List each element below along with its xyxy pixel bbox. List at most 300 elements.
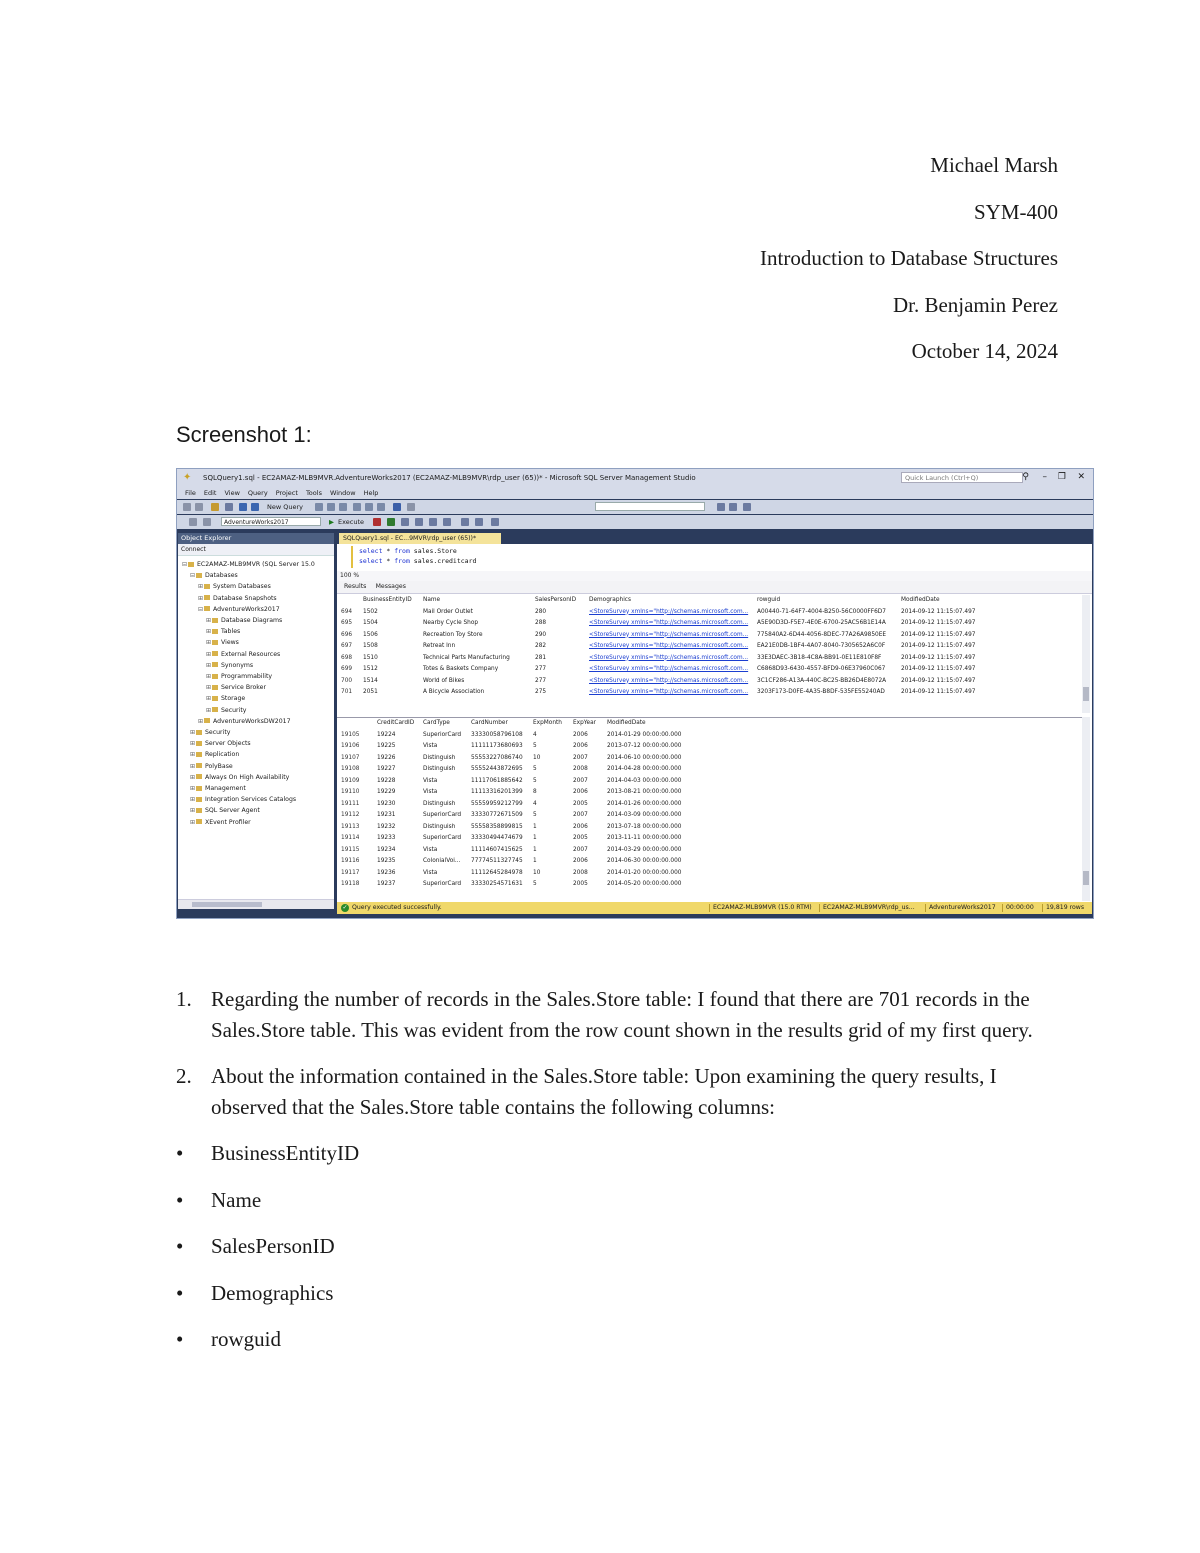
table-cell: 2006: [573, 743, 588, 749]
row-number: 19107: [341, 754, 360, 761]
table-cell: A00440-71-64F7-4004-B250-56C0000FF6D7: [757, 608, 886, 615]
table-cell: 2005: [573, 835, 588, 841]
tree-node[interactable]: [206, 660, 253, 671]
table-cell: 10: [533, 869, 541, 876]
expand-icon[interactable]: ⊞: [190, 729, 196, 736]
table-cell: 2007: [573, 812, 588, 818]
ssms-logo-icon: ✦: [183, 472, 192, 483]
tree-node-label: AdventureWorks2017: [213, 605, 280, 613]
connect-button[interactable]: Connect: [178, 544, 334, 556]
tree-node-label: Security: [205, 729, 231, 736]
row-number: 699: [341, 666, 353, 672]
tree-node-label: SQL Server Agent: [205, 807, 260, 815]
table-cell: 19225: [377, 743, 396, 749]
redo-icon[interactable]: [407, 503, 415, 511]
table-cell: 288: [535, 620, 547, 626]
tree-node-label: External Resources: [221, 650, 281, 658]
expand-icon[interactable]: ⊞: [190, 751, 196, 759]
table-cell: 2006: [573, 731, 588, 738]
item-text: About the information contained in the Sales.Store table: Upon examining the query results, I observed that the Sales.Store table contains the following columns:: [211, 1064, 997, 1119]
folder-icon: [204, 584, 210, 589]
table-cell: 19237: [377, 881, 396, 887]
tree-node-label: Tables: [221, 628, 241, 636]
save-all-icon[interactable]: [251, 503, 259, 511]
object-explorer-title: Object Explorer: [178, 533, 334, 544]
column-header[interactable]: BusinessEntityID: [363, 597, 412, 603]
table-cell: 1: [533, 835, 537, 841]
folder-icon: [204, 718, 210, 723]
table-cell: 2014-09-12 11:15:07.497: [901, 643, 976, 649]
tree-node[interactable]: [190, 727, 230, 738]
course-code: SYM-400: [973, 199, 1058, 224]
folder-icon: [196, 573, 202, 578]
solution-configurations-combo[interactable]: [595, 502, 705, 511]
expand-icon[interactable]: ⊞: [206, 650, 212, 658]
table-cell: 1510: [363, 654, 378, 661]
menu-item[interactable]: Help: [363, 489, 379, 497]
table-cell: 33330254571631: [471, 881, 523, 887]
table-cell: 3203F173-D0FE-4A35-B8DF-535FE55240AD: [757, 689, 885, 695]
results-to-icon[interactable]: [401, 518, 409, 526]
code-editor[interactable]: [337, 544, 1092, 572]
expand-icon[interactable]: ⊞: [206, 673, 212, 680]
table-cell[interactable]: <StoreSurvey xmlns="http://schemas.microsoft.com...: [589, 689, 749, 695]
column-header[interactable]: ExpYear: [573, 720, 597, 726]
table-cell: 19229: [377, 789, 396, 795]
expand-icon[interactable]: ⊞: [198, 717, 204, 725]
stats-icon[interactable]: [443, 518, 451, 526]
table-cell: 19224: [377, 731, 396, 738]
column-header[interactable]: CardNumber: [471, 720, 508, 726]
bullet-item: • SalesPersonID: [176, 1234, 335, 1258]
bullet-item: • BusinessEntityID: [176, 1141, 360, 1165]
toolbox-icon[interactable]: [717, 503, 725, 511]
expand-icon[interactable]: ⊞: [206, 684, 212, 692]
table-cell: C6868D93-6430-4557-BFD9-06E37960C067: [757, 666, 886, 672]
folder-icon: [188, 562, 194, 567]
sql-editor-toolbar: [177, 515, 1093, 529]
table-cell: 2007: [573, 777, 588, 784]
tree-node-label: Database Snapshots: [213, 594, 277, 602]
tree-node[interactable]: [198, 593, 277, 604]
forward-icon[interactable]: [195, 503, 203, 511]
tree-node[interactable]: [206, 671, 272, 682]
tree-node-label: Server Objects: [205, 740, 251, 748]
row-number: 19109: [341, 777, 360, 784]
table-cell: EA21E0DB-1BF4-4A07-8040-7305652A6C0F: [757, 643, 886, 649]
folder-icon: [196, 797, 202, 802]
tree-node-label: Programmability: [221, 673, 273, 680]
expand-icon[interactable]: ⊞: [198, 594, 204, 602]
folder-icon: [212, 685, 218, 690]
tree-node-label: EC2AMAZ-MLB9MVR (SQL Server 15.0: [197, 561, 315, 568]
paste-icon[interactable]: [377, 503, 385, 511]
standard-toolbar: [177, 500, 1093, 514]
tree-node-label: Replication: [205, 751, 240, 759]
horizontal-scrollbar[interactable]: [178, 899, 334, 909]
table-cell: 1514: [363, 677, 378, 684]
folder-icon: [212, 674, 218, 679]
save-icon[interactable]: [239, 503, 247, 511]
table-cell: 1512: [363, 666, 378, 672]
table-cell: Mail Order Outlet: [423, 608, 473, 615]
menu-item[interactable]: Tools: [305, 489, 322, 497]
row-number: 697: [341, 643, 353, 649]
course-title: Introduction to Database Structures: [760, 246, 1058, 270]
expand-icon[interactable]: ⊟: [190, 572, 196, 580]
tree-node[interactable]: [206, 649, 280, 660]
expand-icon[interactable]: ⊞: [190, 762, 196, 770]
tree-node-label: Security: [221, 706, 247, 714]
expand-icon[interactable]: ⊟: [198, 605, 204, 613]
table-cell: 2014-09-12 11:15:07.497: [901, 689, 976, 695]
copy-icon[interactable]: [365, 503, 373, 511]
document-date: October 14, 2024: [911, 339, 1058, 363]
window-titlebar: [177, 469, 1093, 487]
open-file-icon[interactable]: [225, 503, 233, 511]
results-grid-creditcard[interactable]: [337, 717, 1082, 903]
table-cell: Vista: [423, 869, 438, 876]
grid-scrollbar[interactable]: [1082, 717, 1090, 901]
table-cell: 2013-11-11 00:00:00.000: [607, 835, 682, 841]
cut-icon[interactable]: [353, 503, 361, 511]
table-cell: 19235: [377, 858, 396, 864]
table-cell: 4: [533, 731, 537, 738]
menu-item[interactable]: File: [185, 489, 196, 497]
row-number: 19108: [341, 766, 360, 772]
column-header[interactable]: Name: [423, 597, 441, 603]
table-cell: 10: [533, 754, 541, 761]
table-cell[interactable]: <StoreSurvey xmlns="http://schemas.microsoft.com...: [589, 654, 749, 661]
table-cell: 11113316201399: [471, 789, 523, 795]
menu-item[interactable]: Project: [275, 489, 298, 497]
indent-icon[interactable]: [491, 518, 499, 526]
table-cell: 55553227086740: [471, 754, 523, 761]
filter-icon[interactable]: [189, 518, 197, 526]
expand-icon[interactable]: ⊞: [206, 695, 212, 703]
bullet-item: • Demographics: [176, 1280, 334, 1305]
table-cell: Recreation Toy Store: [423, 631, 483, 638]
row-number: 694: [341, 608, 353, 615]
plan-icon[interactable]: [429, 518, 437, 526]
folder-icon: [204, 595, 210, 600]
parse-icon[interactable]: [387, 518, 395, 526]
document-tabbar: [337, 533, 1092, 544]
results-grid-store[interactable]: [337, 595, 1082, 715]
window-title: SQLQuery1.sql - EC2AMAZ-MLB9MVR.AdventureWorks2017 (EC2AMAZ-MLB9MVR\rdp_user (65))* - Microsoft SQL Server Management Studio: [203, 474, 696, 482]
table-cell[interactable]: <StoreSurvey xmlns="http://schemas.microsoft.com...: [589, 666, 749, 672]
table-cell[interactable]: <StoreSurvey xmlns="http://schemas.microsoft.com...: [589, 620, 749, 626]
table-cell: 2014-04-03 00:00:00.000: [607, 777, 682, 784]
expand-icon[interactable]: ⊞: [190, 807, 196, 815]
row-number: 19105: [341, 731, 360, 738]
tree-node-label: Integration Services Catalogs: [205, 796, 297, 804]
table-cell: 19230: [377, 800, 396, 807]
column-header[interactable]: SalesPersonID: [535, 597, 577, 603]
table-cell: 11111173680693: [471, 743, 523, 749]
table-cell: 5: [533, 766, 537, 772]
expand-icon[interactable]: ⊞: [190, 818, 196, 826]
messages-tab[interactable]: Messages: [375, 583, 406, 590]
tree-node[interactable]: [206, 705, 246, 716]
tree-node-label: XEvent Profiler: [205, 818, 251, 826]
restore-icon[interactable]: ❐: [1057, 472, 1066, 482]
expand-icon[interactable]: ⊞: [198, 583, 204, 591]
tree-node-label: Always On High Availability: [205, 773, 290, 781]
list-item: [176, 984, 1066, 1046]
row-number: 19118: [341, 881, 360, 887]
expand-icon[interactable]: ⊞: [206, 617, 212, 624]
table-cell: 2005: [573, 800, 588, 807]
menu-item[interactable]: Query: [247, 489, 268, 497]
table-cell: 2014-09-12 11:15:07.497: [901, 608, 976, 615]
table-cell: World of Bikes: [423, 677, 465, 684]
table-cell: 1: [533, 858, 537, 864]
table-cell: 2014-09-12 11:15:07.497: [901, 677, 976, 684]
table-cell: 2006: [573, 823, 588, 830]
table-cell: 2014-03-09 00:00:00.000: [607, 812, 682, 818]
expand-icon[interactable]: ⊞: [190, 773, 196, 781]
folder-icon: [196, 786, 202, 791]
tree-node[interactable]: [190, 749, 239, 760]
table-cell: 1: [533, 846, 537, 853]
row-number: 19117: [341, 869, 360, 876]
table-cell: 2014-09-12 11:15:07.497: [901, 666, 976, 672]
column-header[interactable]: Demographics: [589, 597, 632, 603]
tree-node[interactable]: [190, 772, 289, 783]
tree-node-label: AdventureWorksDW2017: [213, 717, 291, 725]
tree-node[interactable]: [206, 626, 240, 637]
tree-node[interactable]: [190, 794, 296, 805]
table-cell: 19231: [377, 812, 396, 818]
column-header[interactable]: ModifiedDate: [607, 720, 646, 726]
answer-list: [176, 984, 1066, 1371]
table-cell: Vista: [423, 777, 438, 784]
zoom-level[interactable]: 100 %: [337, 571, 1092, 582]
expand-icon[interactable]: ⊞: [206, 706, 212, 714]
table-cell: 281: [535, 654, 547, 661]
status-time: 00:00:00: [1006, 904, 1034, 911]
table-cell: 2013-08-21 00:00:00.000: [607, 789, 682, 795]
table-cell: 33330494474679: [471, 835, 523, 841]
table-cell: 1508: [363, 643, 378, 649]
query-icon[interactable]: [315, 503, 323, 511]
new-query-button[interactable]: New Query: [267, 503, 303, 511]
table-cell: 33330772671509: [471, 812, 523, 818]
table-cell: 2013-07-18 00:00:00.000: [607, 823, 682, 830]
table-cell: 55552443872695: [471, 766, 523, 772]
tree-node[interactable]: [182, 559, 315, 570]
row-number: 19112: [341, 812, 360, 818]
folder-icon: [212, 662, 218, 667]
expand-icon[interactable]: ⊞: [206, 639, 212, 647]
expand-icon[interactable]: ⊟: [182, 561, 188, 568]
table-cell: Vista: [423, 743, 438, 749]
table-cell: 19226: [377, 754, 396, 761]
table-cell: 775840A2-6D44-4056-8DEC-77A26A9850EE: [757, 631, 887, 638]
row-number: 19106: [341, 743, 360, 749]
instructor-name: Dr. Benjamin Perez: [892, 292, 1058, 317]
item-number: 2.: [176, 1064, 192, 1088]
table-cell: 290: [535, 631, 547, 638]
row-number: 696: [341, 631, 353, 638]
expand-icon[interactable]: ⊞: [206, 661, 212, 669]
table-cell: 2014-06-30 00:00:00.000: [607, 858, 682, 864]
table-cell: 2007: [573, 846, 588, 853]
query-status-bar: [337, 902, 1092, 914]
folder-icon: [212, 696, 218, 701]
table-cell: Distinguish: [423, 800, 456, 807]
quick-launch-input[interactable]: Quick Launch (Ctrl+Q): [901, 472, 1023, 483]
grid-scrollbar[interactable]: [1082, 595, 1090, 713]
tree-node-label: Databases: [205, 572, 238, 580]
menu-item[interactable]: Edit: [203, 489, 217, 497]
execute-icon[interactable]: ▶: [329, 518, 334, 526]
table-cell[interactable]: <StoreSurvey xmlns="http://schemas.microsoft.com...: [589, 643, 749, 649]
table-cell[interactable]: <StoreSurvey xmlns="http://schemas.microsoft.com...: [589, 608, 749, 615]
table-cell: Vista: [423, 789, 438, 795]
search-icon[interactable]: ⚲: [1022, 472, 1029, 482]
table-cell: Totes & Baskets Company: [423, 666, 499, 672]
comment-icon[interactable]: [461, 518, 469, 526]
tree-node[interactable]: [190, 761, 233, 772]
query-icon[interactable]: [327, 503, 335, 511]
table-cell: 2014-09-12 11:15:07.497: [901, 620, 976, 626]
tree-node-label: System Databases: [213, 583, 271, 591]
new-project-icon[interactable]: [211, 503, 219, 511]
folder-icon: [212, 651, 218, 656]
minimize-icon[interactable]: –: [1042, 472, 1047, 482]
window-icon[interactable]: [743, 503, 751, 511]
table-cell: 2005: [573, 881, 588, 887]
folder-icon: [196, 774, 202, 779]
tree-node-label: Views: [221, 639, 239, 647]
section-title: Screenshot 1:: [176, 422, 312, 447]
table-cell: 1: [533, 823, 537, 830]
table-cell: 33330058796108: [471, 731, 523, 738]
table-cell: 2014-01-29 00:00:00.000: [607, 731, 682, 738]
folder-icon: [212, 707, 218, 712]
row-number: 695: [341, 620, 353, 626]
tree-node-label: Synonyms: [221, 661, 254, 669]
execute-button[interactable]: Execute: [338, 518, 364, 526]
item-number: 1.: [176, 987, 192, 1011]
table-cell: SuperiorCard: [423, 812, 462, 818]
column-header[interactable]: CardType: [423, 720, 450, 726]
table-cell: 2008: [573, 869, 588, 876]
table-cell: 280: [535, 608, 547, 615]
tree-node[interactable]: [190, 738, 251, 749]
properties-icon[interactable]: [729, 503, 737, 511]
results-grid-icon[interactable]: [415, 518, 423, 526]
table-cell: 19232: [377, 823, 396, 830]
menu-item[interactable]: Window: [329, 489, 356, 497]
table-cell: Technical Parts Manufacturing: [423, 654, 510, 661]
table-cell: A Bicycle Association: [423, 689, 485, 695]
table-cell: 5: [533, 812, 537, 818]
document-header: [760, 142, 1058, 375]
folder-icon: [196, 730, 202, 735]
close-icon[interactable]: ✕: [1077, 472, 1085, 482]
row-number: 19111: [341, 800, 360, 807]
table-cell: 2013-07-12 00:00:00.000: [607, 743, 682, 749]
query-tab[interactable]: SQLQuery1.sql - EC...9MVR\rdp_user (65))*: [339, 533, 501, 544]
author-name: Michael Marsh: [930, 153, 1058, 177]
expand-icon[interactable]: ⊞: [190, 796, 196, 804]
table-cell: 55558358899815: [471, 823, 523, 830]
row-number: 19116: [341, 858, 360, 864]
table-cell: 3C1CF286-A13A-440C-BC25-BB26D4E8072A: [757, 677, 887, 684]
query-icon[interactable]: [339, 503, 347, 511]
column-header[interactable]: CreditCardID: [377, 720, 415, 726]
bullet-item: • Name: [176, 1187, 262, 1212]
column-header[interactable]: rowguid: [757, 597, 781, 603]
uncomment-icon[interactable]: [475, 518, 483, 526]
folder-icon: [212, 640, 218, 645]
table-cell: 5: [533, 743, 537, 749]
table-cell: 2014-09-12 11:15:07.497: [901, 654, 976, 661]
table-cell: 11117061885642: [471, 777, 523, 784]
success-check-icon: ✓: [342, 904, 348, 911]
table-cell: 5: [533, 777, 537, 784]
column-header[interactable]: ModifiedDate: [901, 597, 940, 603]
back-icon[interactable]: [183, 503, 191, 511]
query-editor-pane: [337, 533, 1092, 909]
item-text: Regarding the number of records in the Sales.Store table: I found that there are 701 records in the Sales.Store table. This was evident from the row count shown in the results grid of my first query.: [211, 987, 1033, 1042]
tree-node-label: Service Broker: [221, 684, 266, 692]
expand-icon[interactable]: ⊞: [206, 628, 212, 636]
table-cell: 33E3DAEC-3B18-4C8A-BB91-0E11E810F8F: [757, 654, 882, 661]
expand-icon[interactable]: ⊞: [190, 740, 196, 748]
code-line: select * from sales.Store: [359, 547, 457, 555]
tree-node[interactable]: [190, 805, 260, 816]
undo-icon[interactable]: [393, 503, 401, 511]
tree-node[interactable]: [190, 817, 251, 828]
row-number: 19113: [341, 823, 360, 830]
table-cell: Retreat Inn: [423, 643, 456, 649]
table-cell: 1504: [363, 620, 378, 626]
tree-node[interactable]: [190, 570, 238, 581]
tree-node[interactable]: [206, 693, 245, 704]
table-cell: 277: [535, 677, 547, 684]
table-cell: 2014-05-20 00:00:00.000: [607, 881, 682, 887]
list-item: [176, 1061, 1066, 1123]
results-tab[interactable]: Results: [344, 583, 367, 590]
table-cell[interactable]: <StoreSurvey xmlns="http://schemas.microsoft.com...: [589, 677, 749, 684]
menu-item[interactable]: View: [224, 489, 240, 497]
folder-icon: [196, 741, 202, 746]
tree-node[interactable]: [198, 716, 291, 727]
column-header[interactable]: ExpMonth: [533, 720, 562, 726]
tree-node[interactable]: [206, 615, 282, 626]
expand-icon[interactable]: ⊞: [190, 785, 196, 792]
tree-node[interactable]: [198, 581, 271, 592]
table-cell: SuperiorCard: [423, 881, 462, 887]
table-cell[interactable]: <StoreSurvey xmlns="http://schemas.microsoft.com...: [589, 631, 749, 638]
tree-node[interactable]: [198, 604, 280, 615]
connect-icon[interactable]: [203, 518, 211, 526]
row-number: 700: [341, 677, 353, 684]
database-combo[interactable]: AdventureWorks2017: [221, 517, 321, 526]
tree-node[interactable]: [206, 637, 239, 648]
tree-node[interactable]: [190, 783, 246, 794]
bullet-item: • rowguid: [176, 1327, 281, 1351]
tree-node[interactable]: [206, 682, 266, 693]
table-cell: 282: [535, 643, 547, 649]
stop-icon[interactable]: [373, 518, 381, 526]
ssms-screenshot: [176, 468, 1094, 919]
folder-icon: [212, 629, 218, 634]
